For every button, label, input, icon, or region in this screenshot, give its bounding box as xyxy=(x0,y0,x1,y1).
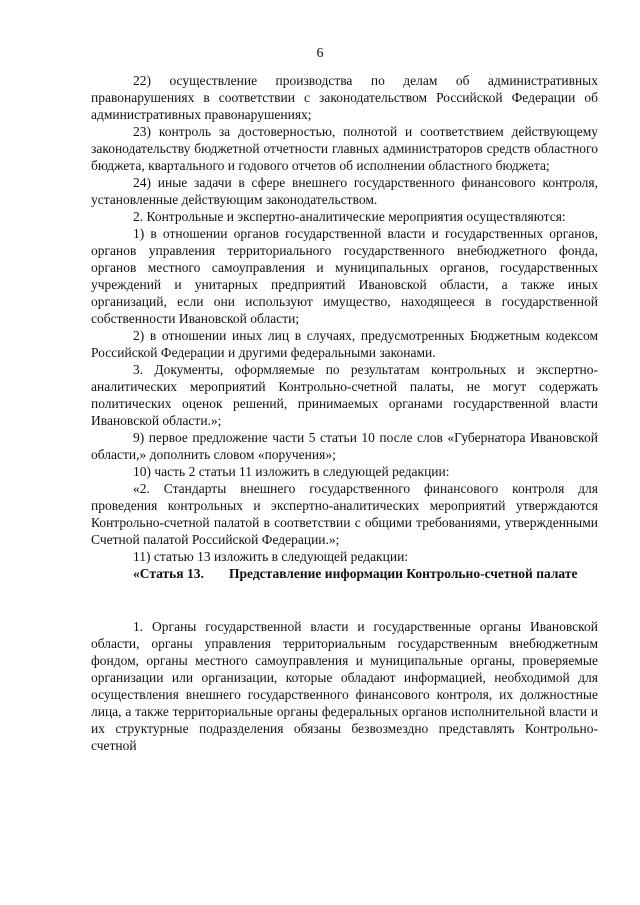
paragraph-item-1: 1) в отношении органов государственной власти и государственных органов, органов управления территориального государственного внебюджетного фонда, органов местного самоуправления и муниципальных органов, государственных учреждений и унитарных предприятий Ивановской области, а также иных организаций, если они используют имущество, находящееся в государственной собственности Ивановской области; xyxy=(91,226,598,326)
paragraph-amend-10: 10) часть 2 статьи 11 изложить в следующей редакции: xyxy=(133,464,450,479)
document-body xyxy=(91,72,598,754)
article-number: «Статья 13. xyxy=(133,566,204,581)
article-title: Представление информации Контрольно-счетной палате xyxy=(229,566,578,581)
paragraph-part-3: 3. Документы, оформляемые по результатам контрольных и экспертно-аналитических мероприятий Контрольно-счетной палаты, не могут содержать политических оценок решений, принимаемых органами государственной власти Ивановской области.»; xyxy=(91,362,598,428)
paragraph-article-13-part-1: 1. Органы государственной власти и государственные органы Ивановской области, органы управления территориальным государственным внебюджетным фондом, органы местного самоуправления и муниципальные органы, проверяемые организации или организации, которые обладают информацией, необходимой для осуществления внешнего государственного финансового контроля, их должностные лица, а также территориальные органы федеральных органов исполнительной власти и их структурные подразделения обязаны безвозмездно представлять Контрольно-счетной xyxy=(91,619,598,753)
paragraph-item-2: 2) в отношении иных лиц в случаях, предусмотренных Бюджетным кодексом Российской Федерации и другими федеральными законами. xyxy=(91,328,598,360)
page-number: 6 xyxy=(316,46,324,61)
paragraph-22: 22) осуществление производства по делам об административных правонарушениях в соответствии с законодательством Российской Федерации об административных правонарушениях; xyxy=(91,73,598,122)
paragraph-amend-9: 9) первое предложение части 5 статьи 10 после слов «Губернатора Ивановской области,» дополнить словом «поручения»; xyxy=(91,430,598,462)
paragraph-24: 24) иные задачи в сфере внешнего государственного финансового контроля, установленные действующим законодательством. xyxy=(91,175,598,207)
paragraph-part-2: 2. Контрольные и экспертно-аналитические мероприятия осуществляются: xyxy=(133,209,566,224)
spacer xyxy=(91,582,598,618)
paragraph-amend-11: 11) статью 13 изложить в следующей редакции: xyxy=(133,549,409,564)
article-heading xyxy=(91,565,598,582)
paragraph-standards: «2. Стандарты внешнего государственного финансового контроля для проведения контрольных и экспертно-аналитических мероприятий утверждаются Контрольно-счетной палатой в соответствии с общими требованиями, утвержденными Счетной палатой Российской Федерации.»; xyxy=(91,481,598,547)
paragraph-23: 23) контроль за достоверностью, полнотой и соответствием действующему законодательству бюджетной отчетности главных администраторов средств областного бюджета, квартального и годового отчетов об исполнении областного бюджета; xyxy=(91,124,598,173)
